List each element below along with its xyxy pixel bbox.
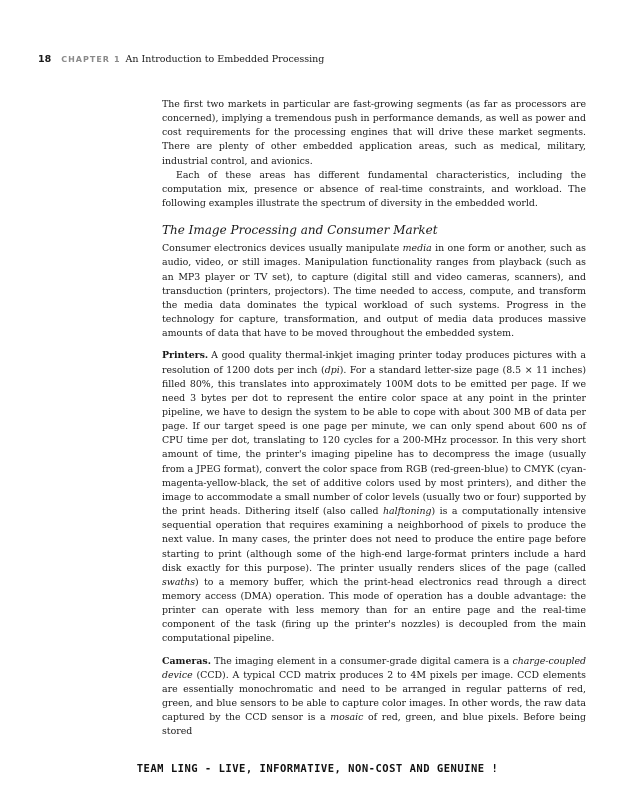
running-head bbox=[38, 54, 324, 65]
text-run: of red, green, and blue pixels. Before being stored bbox=[162, 712, 586, 738]
printers-heading: Printers. bbox=[162, 350, 209, 362]
paragraph-intro-2: Each of these areas has different fundamental characteristics, including the computation mix, presence or absence of real-time constraints, and workload. The following examples illustrate the spectrum of diversity in the embedded world. bbox=[162, 169, 586, 210]
text-run: (CCD). A typical CCD matrix produces 2 to 4M pixels per image. CCD elements are essentially monochromatic and need to be arranged in regular patterns of red, green, and blue sensors to be able to capture color images. In other words, the raw data captured by the CCD sensor is a bbox=[162, 669, 586, 724]
emphasis-media: media bbox=[402, 243, 432, 255]
footer-watermark: TEAM LING - LIVE, INFORMATIVE, NON-COST AND GENUINE ! bbox=[136, 763, 499, 775]
section-heading: The Image Processing and Consumer Market bbox=[162, 223, 438, 238]
cameras-heading: Cameras. bbox=[162, 655, 211, 667]
text-run: ). For a standard letter-size page (8.5 × 11 inches) filled 80%, this translates into approximately 100M dots to be emitted per page. If we need 3 bytes per dot to represent the entire color space at any point in the printer pipeline, we have to design the system to be able to cope with about 300 MB of data per page. If our target speed is one page per minute, we can only spend about 600 ns of CPU time per dot, translating to 120 cycles for a 200-MHz processor. In this very short amount of time, the printer's imaging pipeline has to decompress the image (usually from a JPEG format), convert the color space from RGB (red-green-blue) to CMYK (cyan-magenta-yellow-black, the set of additive colors used by most printers), and dither the image to accommodate a small number of color levels (usually two or four) supported by the print heads. Dithering itself (also called bbox=[162, 364, 586, 518]
text-run: Consumer electronics devices usually manipulate bbox=[162, 243, 403, 255]
emphasis-dpi: dpi bbox=[324, 364, 340, 376]
page-number: 18 bbox=[38, 54, 52, 65]
chapter-title: An Introduction to Embedded Processing bbox=[125, 54, 325, 65]
paragraph-cameras bbox=[162, 655, 586, 740]
text-run: ) to a memory buffer, which the print-head electronics read through a direct memory access (DMA) operation. This mode of operation has a double advantage: the printer can operate with less memory than for an entire page and the real-time component of the task (firing up the printer's nozzles) is decoupled from the main computational pipeline. bbox=[162, 576, 586, 645]
emphasis-swaths: swaths bbox=[162, 576, 196, 588]
emphasis-mosaic: mosaic bbox=[330, 712, 364, 724]
chapter-label: CHAPTER bbox=[61, 55, 110, 64]
paragraph-printers bbox=[162, 349, 586, 646]
paragraph-intro-1: The first two markets in particular are fast-growing segments (as far as processors are concerned), implying a tremendous push in performance demands, as well as power and cost requirements for the processing engines that will drive these market segments. There are plenty of other embedded application areas, such as medical, military, industrial control, and avionics. bbox=[162, 99, 586, 167]
emphasis-ccd: charge-coupled device bbox=[162, 655, 586, 681]
text-run: in one form or another, such as audio, video, or still images. Manipulation functionality ranges from playback (such as an MP3 player or TV set), to capture (digital still and video cameras, scanners), and transduction (printers, projectors). The time needed to access, compute, and transform the media data dominates the typical workload of such systems. Progress in the technology for capture, transformation, and output of media data produces massive amounts of data that have to be moved throughout the embedded system. bbox=[162, 243, 586, 340]
body-text bbox=[162, 98, 586, 740]
text-run: ) is a computationally intensive sequential operation that requires examining a neighborhood of pixels to produce the next value. In many cases, the printer does not need to produce the entire page before starting to print (although some of the high-end large-format printers include a hard disk exactly for this purpose). The printer usually renders slices of the page (called bbox=[162, 506, 586, 574]
text-run: The imaging element in a consumer-grade digital camera is a bbox=[213, 655, 513, 667]
text-run: A good quality thermal-inkjet imaging printer today produces pictures with a resolution of 1200 dots per inch ( bbox=[162, 350, 586, 376]
emphasis-halftoning: halftoning bbox=[382, 506, 432, 518]
paragraph-consumer bbox=[162, 242, 586, 341]
chapter-number: 1 bbox=[113, 55, 120, 64]
